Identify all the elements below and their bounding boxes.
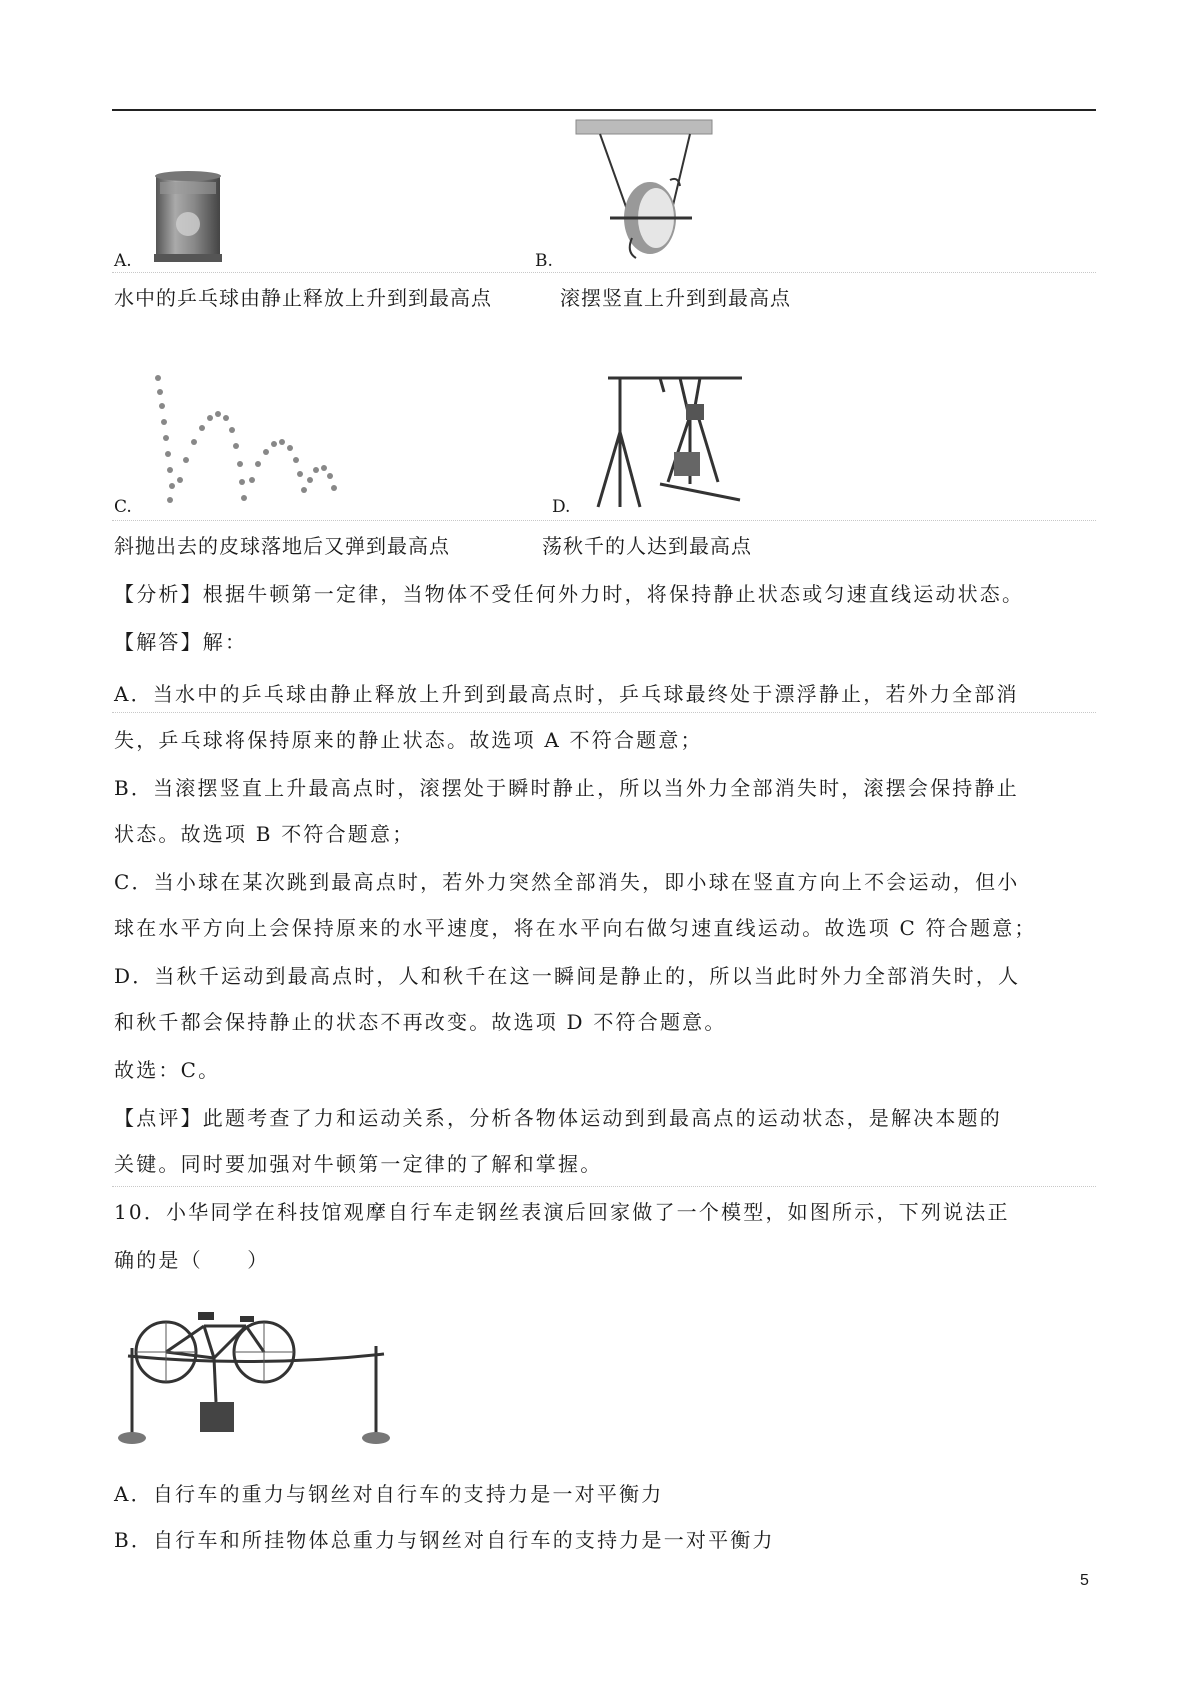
question-10-option-a: A．自行车的重力与钢丝对自行车的支持力是一对平衡力 (114, 1482, 664, 1506)
option-b-caption: 滚摆竖直上升到到最高点 (560, 286, 791, 310)
comment-line: 【点评】此题考查了力和运动关系，分析各物体运动到到最高点的运动状态，是解决本题的 (114, 1106, 1002, 1130)
divider (112, 520, 1096, 521)
question-10-stem: 10．小华同学在科技馆观摩自行车走钢丝表演后回家做了一个模型，如图所示，下列说法正 (114, 1200, 1010, 1224)
option-c-label: C. (114, 497, 132, 517)
bicycle-on-wire-icon (114, 1298, 394, 1453)
analysis-text: 【分析】根据牛顿第一定律，当物体不受任何外力时，将保持静止状态或匀速直线运动状态。 (114, 582, 1025, 606)
answer-line: D．当秋千运动到最高点时，人和秋千在这一瞬间是静止的，所以当此时外力全部消失时，人 (114, 964, 1021, 988)
question-10-stem: 确的是（ ） (114, 1248, 270, 1272)
page-number: 5 (1080, 1572, 1089, 1589)
comment-line: 关键。同时要加强对牛顿第一定律的了解和掌握。 (114, 1152, 603, 1176)
divider (112, 712, 1096, 713)
answer-line: A．当水中的乒乓球由静止释放上升到到最高点时，乒乓球最终处于漂浮静止，若外力全部消 (114, 682, 1019, 706)
option-a-label: A. (114, 251, 132, 271)
beaker-with-ball-icon (150, 170, 230, 265)
answer-line: 失，乒乓球将保持原来的静止状态。故选项 A 不符合题意； (114, 728, 703, 752)
answer-line: B．当滚摆竖直上升最高点时，滚摆处于瞬时静止，所以当外力全部消失时，滚摆会保持静止 (114, 776, 1019, 800)
option-d-label: D. (552, 497, 571, 517)
answer-line: 球在水平方向上会保持原来的水平速度，将在水平向右做匀速直线运动。故选项 C 符合题意； (114, 916, 1037, 940)
divider (112, 1186, 1096, 1187)
option-b-label: B. (535, 251, 553, 271)
answer-line: 和秋千都会保持静止的状态不再改变。故选项 D 不符合题意。 (114, 1010, 727, 1034)
answer-line: C．当小球在某次跳到最高点时，若外力突然全部消失，即小球在竖直方向上不会运动，但小 (114, 870, 1020, 894)
swing-model-icon (590, 372, 750, 514)
answer-line: 状态。故选项 B 不符合题意； (114, 822, 415, 846)
header-rule (112, 109, 1096, 111)
bouncing-ball-trajectory-icon (150, 372, 340, 512)
option-d-caption: 荡秋千的人达到最高点 (542, 534, 752, 558)
maxwell-wheel-icon (570, 118, 720, 268)
question-10-option-b: B．自行车和所挂物体总重力与钢丝对自行车的支持力是一对平衡力 (114, 1528, 775, 1552)
final-choice: 故选：C。 (114, 1058, 221, 1082)
option-c-caption: 斜抛出去的皮球落地后又弹到最高点 (114, 534, 450, 558)
divider (112, 272, 1096, 273)
answer-header: 【解答】解： (114, 630, 248, 654)
option-a-caption: 水中的乒乓球由静止释放上升到到最高点 (114, 286, 492, 310)
